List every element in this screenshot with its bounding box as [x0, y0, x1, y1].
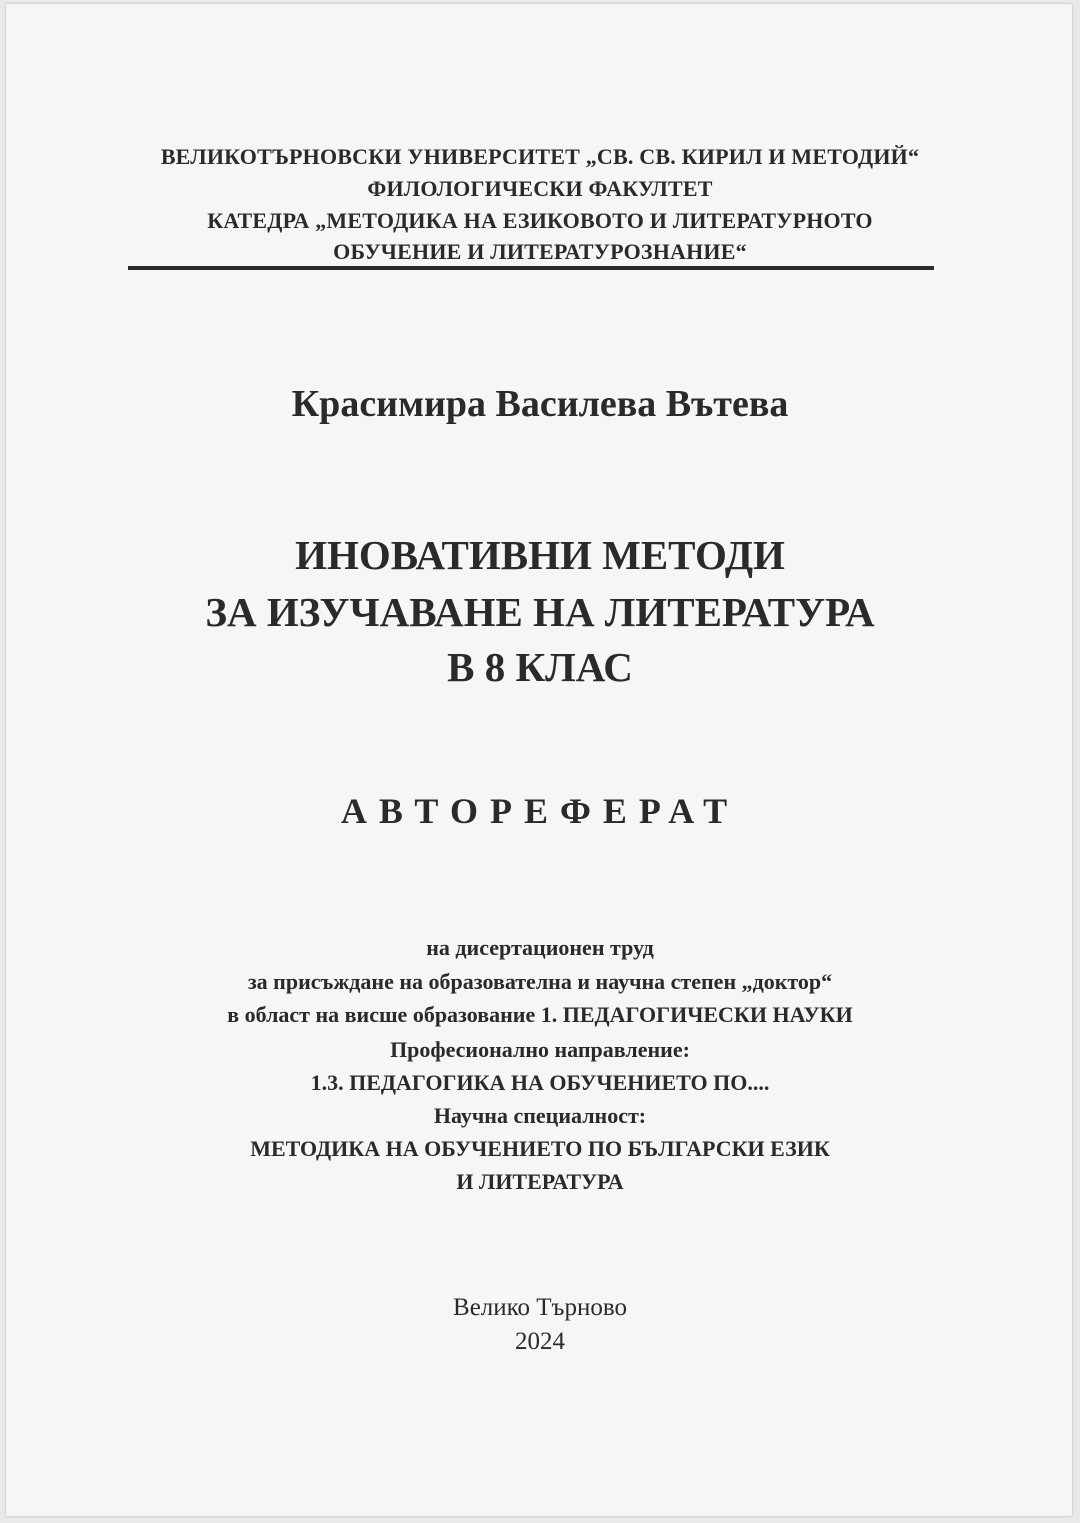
description-line8: И ЛИТЕРАТУРА — [456, 1169, 624, 1194]
title-line2: ЗА ИЗУЧАВАНЕ НА ЛИТЕРАТУРА — [205, 589, 875, 635]
description-line7: МЕТОДИКА НА ОБУЧЕНИЕТО ПО БЪЛГАРСКИ ЕЗИК — [250, 1136, 830, 1161]
department-name-line2: ОБУЧЕНИЕ И ЛИТЕРАТУРОЗНАНИЕ“ — [333, 239, 747, 264]
description-line4: Професионално направление: — [390, 1037, 690, 1062]
faculty-name: ФИЛОЛОГИЧЕСКИ ФАКУЛТЕТ — [367, 176, 713, 201]
description-line5: 1.3. ПЕДАГОГИКА НА ОБУЧЕНИЕТО ПО.... — [310, 1070, 770, 1095]
university-name: ВЕЛИКОТЪРНОВСКИ УНИВЕРСИТЕТ „СВ. СВ. КИРИЛ И МЕТОДИЙ“ — [160, 144, 920, 169]
description-line1: на дисертационен труд — [426, 935, 654, 960]
description-line2: за присъждане на образователна и научна степен „доктор“ — [247, 969, 833, 994]
title-line3: В 8 КЛАС — [447, 644, 633, 690]
genre-heading: АВТОРЕФЕРАТ — [340, 791, 740, 831]
publication-city: Велико Търново — [453, 1294, 627, 1321]
publication-year: 2024 — [515, 1328, 565, 1355]
title-line1: ИНОВАТИВНИ МЕТОДИ — [295, 532, 785, 578]
department-name-line1: КАТЕДРА „МЕТОДИКА НА ЕЗИКОВОТО И ЛИТЕРАТУРНОТО — [207, 208, 873, 233]
header-divider — [128, 266, 934, 270]
description-line6: Научна специалност: — [433, 1103, 647, 1128]
description-line3: в област на висше образование 1. ПЕДАГОГИЧЕСКИ НАУКИ — [227, 1002, 853, 1027]
author-name: Красимира Василева Вътева — [291, 383, 789, 425]
